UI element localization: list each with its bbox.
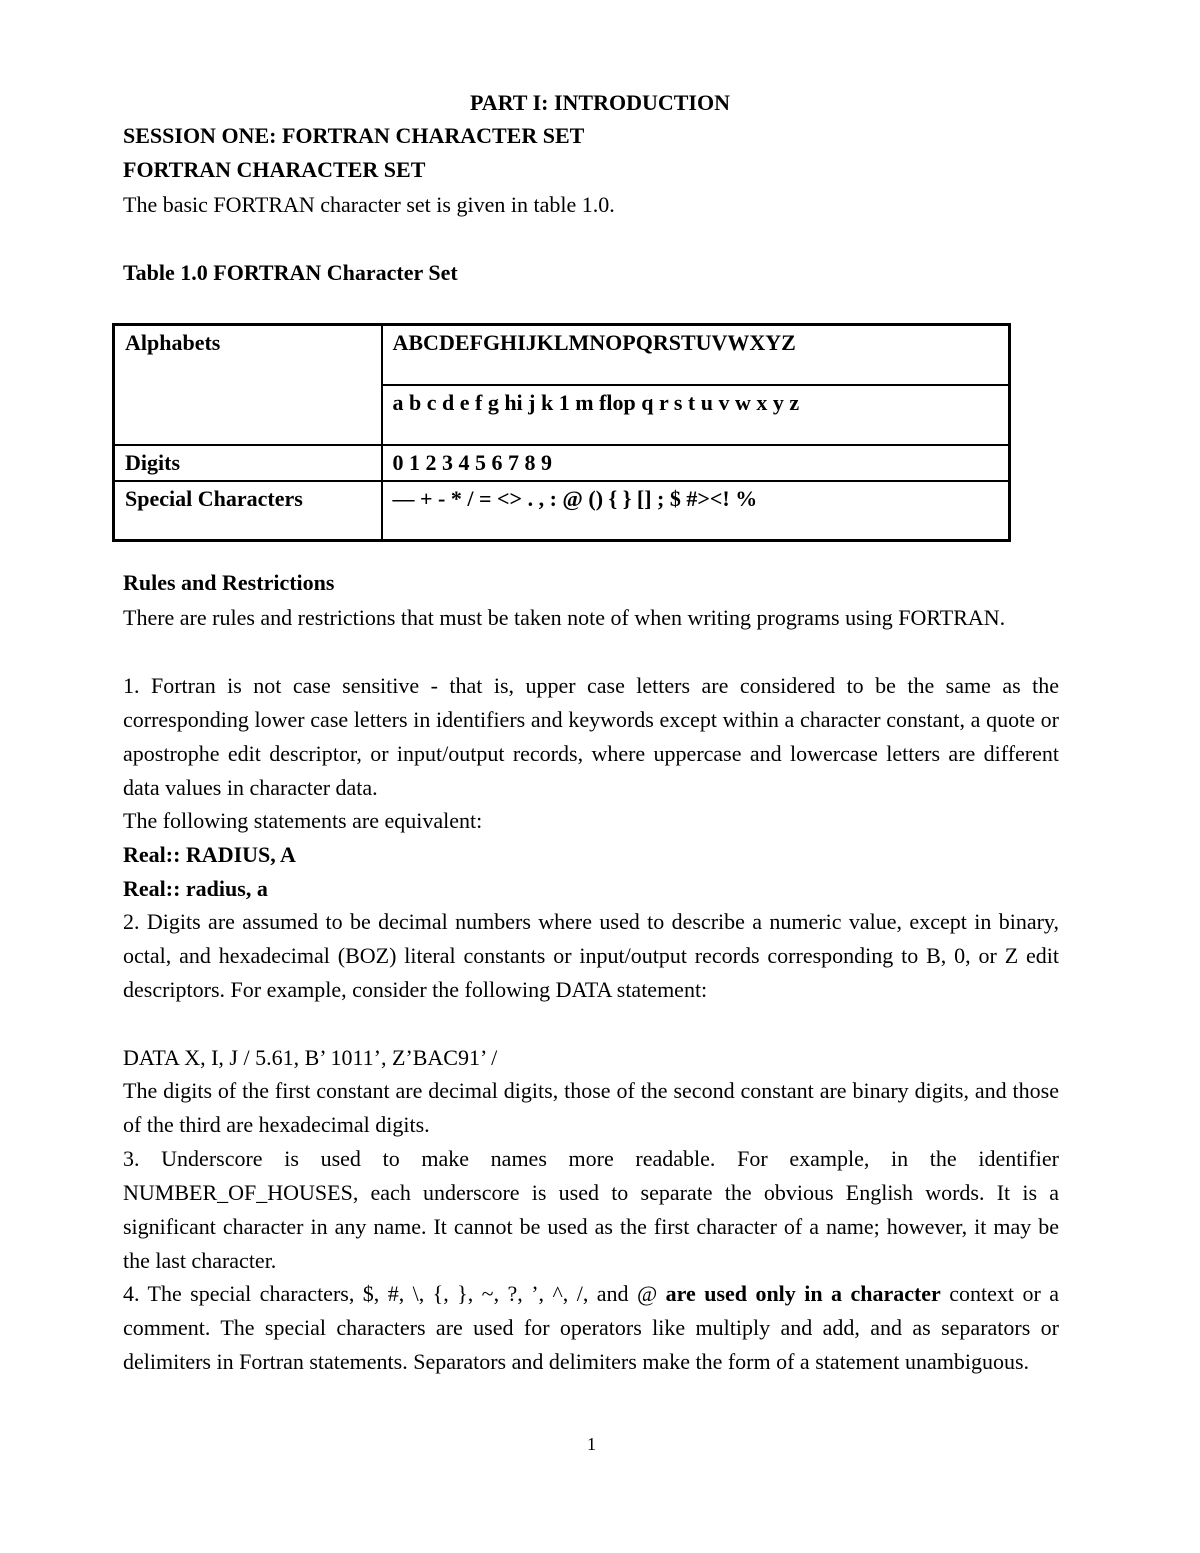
rule-2: 2. Digits are assumed to be decimal numbers where used to describe a numeric value, except in binary, octal, and hexadecimal (BOZ) literal constants or input/output records corresponding to B, 0, or Z edit descriptors. For example, consider the following DATA statement:: [123, 909, 1059, 1002]
alphabets-label: Alphabets: [114, 325, 382, 445]
rule-4-start: 4. The special characters, $, #, \, {, }, ~, ?, ’, ^, /, and @: [123, 1281, 658, 1306]
table-row: [114, 325, 1010, 385]
uppercase-letters: ABCDEFGHIJKLMNOPQRSTUVWXYZ: [382, 325, 1010, 385]
special-values: — + - * / = <> . , : @ () { } [] ; $ #><! %: [382, 481, 1010, 541]
rule-1: 1. Fortran is not case sensitive - that is, upper case letters are considered to be the same as the corresponding lower case letters in identifiers and keywords except within a character constant, a quote or apostrophe edit descriptor, or input/output records, where uppercase and lowercase letters are different data values in character data.: [123, 673, 1059, 800]
section-title: FORTRAN CHARACTER SET: [123, 157, 426, 182]
code-line-1: Real:: RADIUS, A: [123, 842, 296, 867]
table-caption: Table 1.0 FORTRAN Character Set: [123, 260, 458, 285]
digits-values: 0 1 2 3 4 5 6 7 8 9: [382, 445, 1010, 481]
rules-heading: Rules and Restrictions: [123, 570, 335, 595]
part-title: PART I: INTRODUCTION: [470, 90, 730, 115]
rules-intro: There are rules and restrictions that must be taken note of when writing programs using FORTRAN.: [123, 605, 1006, 630]
rule-4: [123, 1277, 1059, 1379]
equivalent-text: The following statements are equivalent:: [123, 808, 483, 833]
lowercase-letters: a b c d e f g hi j k 1 m flop q r s t u v w x y z: [382, 385, 1010, 445]
rule-4-rest: context or a comment. The special characters are used for operators like multiply and add, and as separators or delimiters in Fortran statements. Separators and delimiters make the form of a statement unambiguous.: [123, 1281, 1059, 1374]
digits-label: Digits: [114, 445, 382, 481]
rule-2-explanation: The digits of the first constant are decimal digits, those of the second constant are binary digits, and those of the third are hexadecimal digits.: [123, 1078, 1059, 1137]
code-line-2: Real:: radius, a: [123, 876, 268, 901]
data-statement: DATA X, I, J / 5.61, B’ 1011’, Z’BAC91’ /: [123, 1045, 498, 1070]
character-set-table: [112, 323, 1011, 542]
special-label: Special Characters: [114, 481, 382, 541]
intro-text: The basic FORTRAN character set is given in table 1.0.: [123, 192, 615, 217]
rule-4-bold: are used only in a character: [657, 1281, 941, 1306]
table-row: [114, 481, 1010, 541]
rule-3: 3. Underscore is used to make names more readable. For example, in the identifier NUMBER_OF_HOUSES, each underscore is used to separate the obvious English words. It is a significant character in any name. It cannot be used as the first character of a name; however, it may be the last character.: [123, 1146, 1059, 1273]
page-number: 1: [587, 1434, 596, 1454]
table-row: [114, 445, 1010, 481]
session-title: SESSION ONE: FORTRAN CHARACTER SET: [123, 123, 585, 148]
